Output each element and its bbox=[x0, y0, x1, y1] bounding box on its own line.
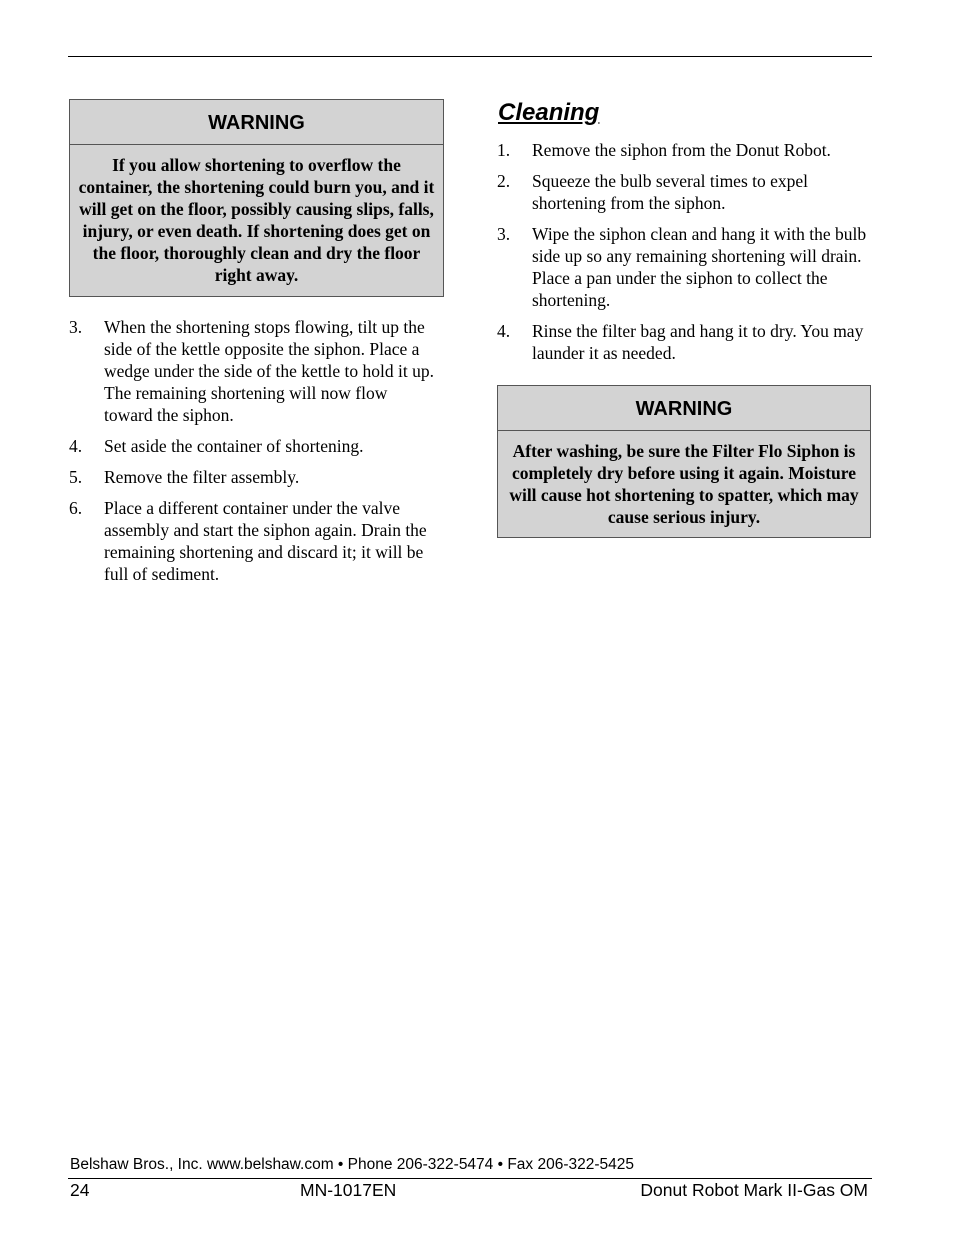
document-title: Donut Robot Mark II-Gas OM bbox=[640, 1180, 868, 1200]
step-text: Rinse the filter bag and hang it to dry. You may launder it as needed. bbox=[532, 321, 864, 363]
warning-text: If you allow shortening to overflow the container, the shortening could burn you, and it will get on the floor, possibly causing slips, falls, injury, or even death. If shortening does get on the floor, thoroughly clean and dry the floor right away. bbox=[78, 155, 435, 285]
step-number: 5. bbox=[69, 467, 83, 487]
list-item bbox=[497, 223, 871, 311]
warning-box-moisture bbox=[497, 385, 871, 538]
list-item bbox=[69, 466, 444, 488]
warning-heading: WARNING bbox=[498, 386, 870, 431]
warning-box-overflow bbox=[69, 99, 444, 297]
step-text: Squeeze the bulb several times to expel shortening from the siphon. bbox=[532, 171, 809, 213]
step-text: Set aside the container of shortening. bbox=[104, 436, 364, 456]
step-number: 1. bbox=[497, 140, 511, 160]
step-text: Remove the filter assembly. bbox=[104, 467, 300, 487]
step-number: 6. bbox=[69, 498, 83, 518]
step-text: Wipe the siphon clean and hang it with the bulb side up so any remaining shortening will drain. Place a pan under the siphon to collect the shortening. bbox=[532, 224, 867, 310]
list-item bbox=[497, 139, 871, 161]
header-rule bbox=[68, 56, 872, 57]
step-list-draining bbox=[69, 316, 444, 585]
step-number: 3. bbox=[69, 317, 83, 337]
list-item bbox=[69, 316, 444, 426]
step-list-cleaning bbox=[497, 139, 871, 364]
footer-rule bbox=[68, 1178, 872, 1179]
document-code: MN-1017EN bbox=[300, 1180, 397, 1200]
left-column bbox=[69, 99, 444, 594]
footer-contact: Belshaw Bros., Inc. www.belshaw.com • Phone 206-322-5474 • Fax 206-322-5425 bbox=[70, 1156, 635, 1173]
list-item bbox=[69, 435, 444, 457]
list-item bbox=[69, 497, 444, 585]
list-item bbox=[497, 320, 871, 364]
step-text: Remove the siphon from the Donut Robot. bbox=[532, 140, 831, 160]
warning-text: After washing, be sure the Filter Flo Siphon is completely dry before using it again. Moisture will cause hot shortening to spatter, which may cause serious injury. bbox=[509, 441, 859, 527]
step-number: 2. bbox=[497, 171, 511, 191]
list-item bbox=[497, 170, 871, 214]
right-column bbox=[497, 96, 871, 538]
page-number: 24 bbox=[70, 1180, 90, 1200]
step-text: Place a different container under the valve assembly and start the siphon again. Drain the remaining shortening and discard it; it will be full of sediment. bbox=[104, 498, 427, 584]
step-text: When the shortening stops flowing, tilt up the side of the kettle opposite the siphon. Place a wedge under the side of the kettle to hold it up. The remaining shortening will now flow toward the siphon. bbox=[104, 317, 434, 425]
warning-heading: WARNING bbox=[70, 100, 443, 145]
section-title: Cleaning bbox=[498, 99, 600, 126]
step-number: 3. bbox=[497, 224, 511, 244]
step-number: 4. bbox=[69, 436, 83, 456]
step-number: 4. bbox=[497, 321, 511, 341]
